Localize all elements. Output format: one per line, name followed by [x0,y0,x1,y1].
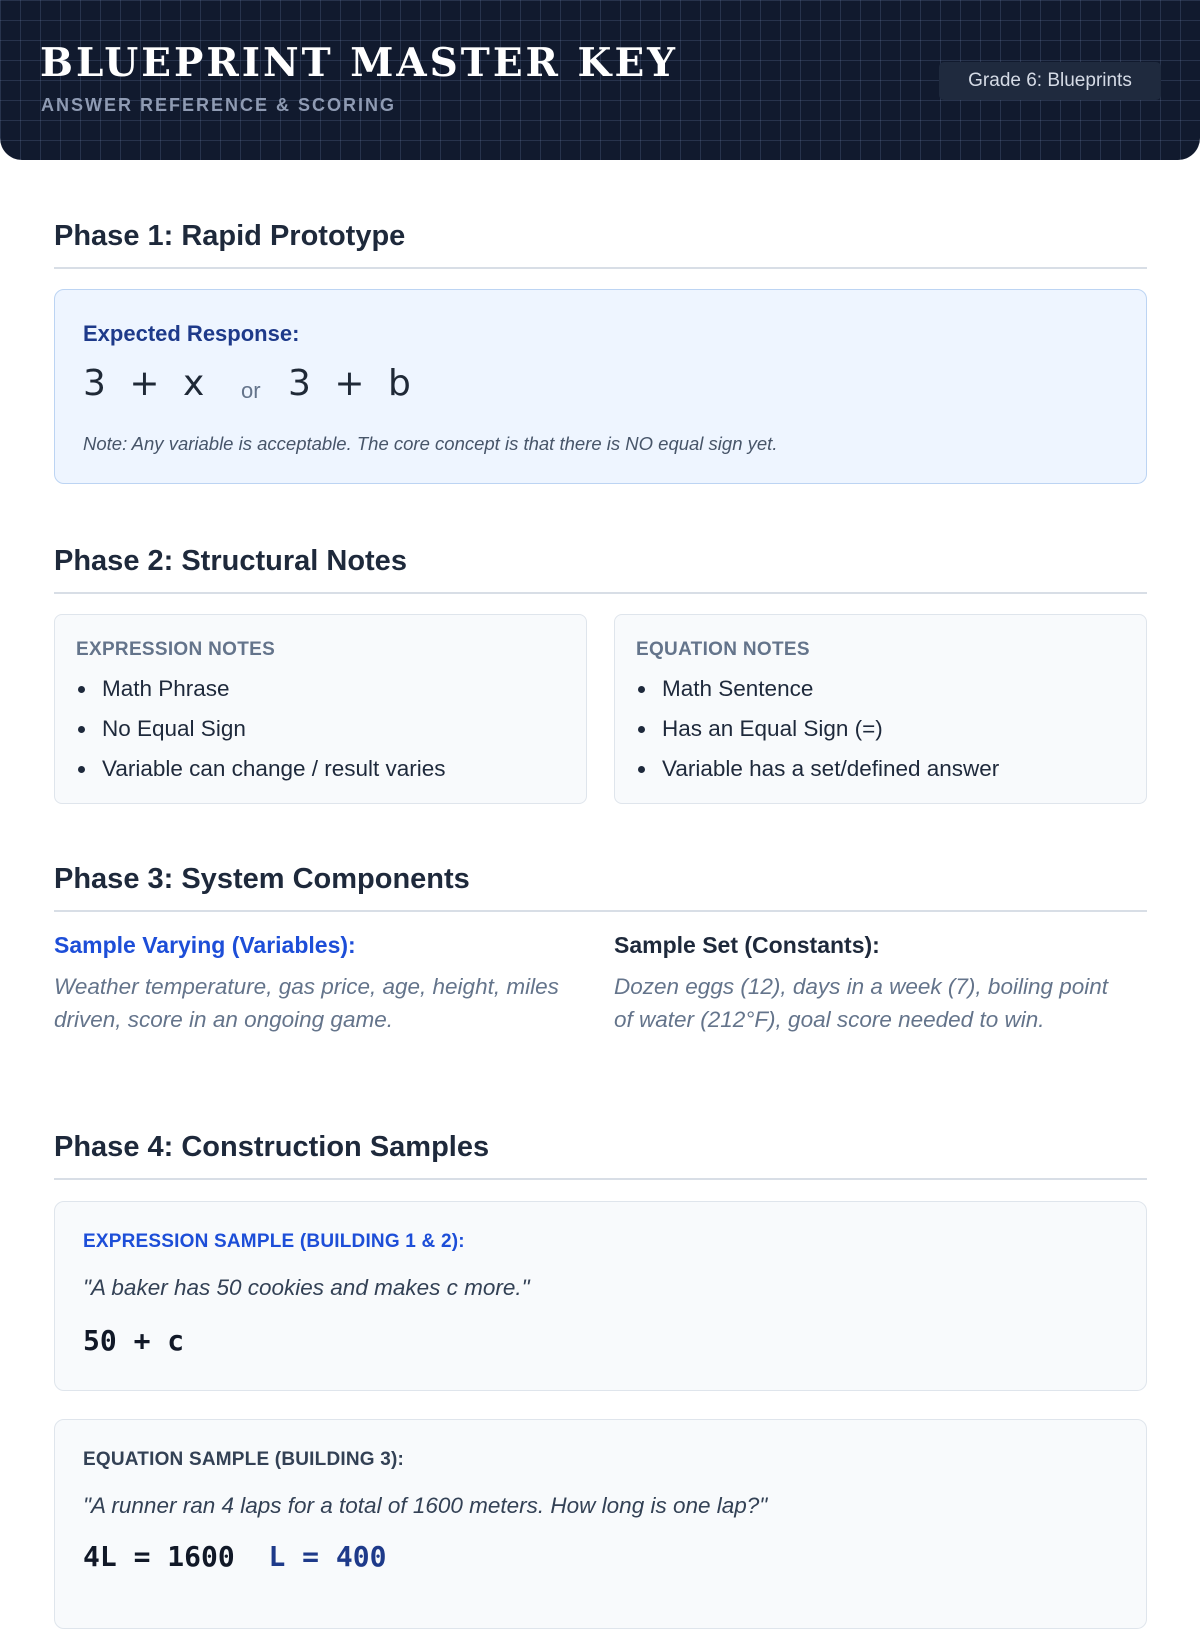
list-item: Has an Equal Sign (=) [636,709,999,749]
list-item: No Equal Sign [76,709,446,749]
or-separator: or [241,378,261,403]
page-title: BLUEPRINT MASTER KEY [40,40,679,86]
varying-column [54,934,564,1036]
phase4-title: Phase 4: Construction Samples [54,1131,490,1163]
expected-response-note: Note: Any variable is acceptable. The core concept is that there is NO equal sign yet. [83,433,778,454]
expression-sample-quote: "A baker has 50 cookies and makes c more." [83,1275,530,1300]
page-subtitle: ANSWER REFERENCE & SCORING [41,95,397,115]
phase2-title: Phase 2: Structural Notes [54,545,407,577]
equation-sample-quote: "A runner ran 4 laps for a total of 1600 meters. How long is one lap?" [83,1493,768,1518]
grade-badge: Grade 6: Blueprints [939,62,1161,100]
equation-sample-card [54,1419,1147,1629]
expected-response-box [54,289,1147,484]
expected-expression-a: 3 + x [83,363,207,404]
expression-sample-card [54,1201,1147,1391]
varying-text: Weather temperature, gas price, age, height, miles driven, score in an ongoing game. [54,974,559,1032]
equation-sample-equation: 4L = 1600 [83,1540,235,1573]
phase3-divider [54,910,1147,912]
expression-notes-list [76,669,446,789]
expected-expression-b: 3 + b [288,363,413,404]
list-item: Variable can change / result varies [76,749,446,789]
list-item: Variable has a set/defined answer [636,749,999,789]
expression-sample-label: EXPRESSION SAMPLE (BUILDING 1 & 2): [83,1231,465,1252]
equation-notes-list [636,669,999,789]
expected-response-label: Expected Response: [83,321,300,346]
phase1-divider [54,267,1147,269]
phase2-divider [54,592,1147,594]
list-item: Math Phrase [76,669,446,709]
list-item: Math Sentence [636,669,999,709]
phase4-divider [54,1178,1147,1180]
expression-notes-card [54,614,587,804]
equation-sample-work [83,1540,386,1573]
constants-column [614,934,1124,1036]
constants-heading: Sample Set (Constants): [614,932,880,958]
page-header [0,0,1200,160]
phase1-title: Phase 1: Rapid Prototype [54,220,406,252]
equation-notes-card [614,614,1147,804]
expression-sample-answer: 50 + c [83,1324,185,1357]
equation-sample-label: EQUATION SAMPLE (BUILDING 3): [83,1449,405,1470]
equation-sample-solution: L = 400 [268,1540,387,1573]
constants-text: Dozen eggs (12), days in a week (7), boiling point of water (212°F), goal score needed to win. [614,974,1109,1032]
expression-notes-title: EXPRESSION NOTES [76,639,276,660]
phase3-title: Phase 3: System Components [54,863,470,895]
varying-heading: Sample Varying (Variables): [54,932,356,958]
equation-notes-title: EQUATION NOTES [636,639,810,660]
